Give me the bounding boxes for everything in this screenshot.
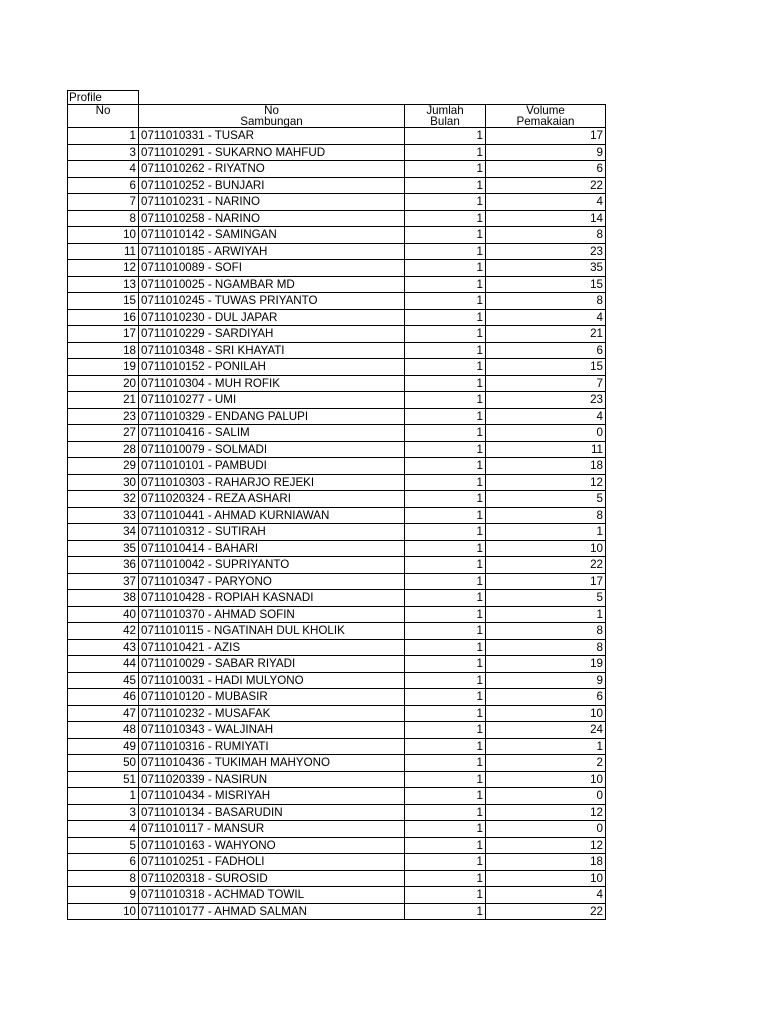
cell-jumlah-bulan: 1 [405, 210, 486, 227]
cell-jumlah-bulan: 1 [405, 276, 486, 293]
cell-no-sambungan: 0711010347 - PARYONO [139, 573, 405, 590]
cell-volume-pemakaian: 18 [486, 458, 606, 475]
cell-no-sambungan: 0711010441 - AHMAD KURNIAWAN [139, 507, 405, 524]
header-volume-pemakaian: Volume Pemakaian [486, 105, 606, 128]
cell-no-sambungan: 0711010029 - SABAR RIYADI [139, 656, 405, 673]
cell-volume-pemakaian: 6 [486, 342, 606, 359]
cell-no: 8 [68, 870, 139, 887]
cell-jumlah-bulan: 1 [405, 557, 486, 574]
cell-jumlah-bulan: 1 [405, 837, 486, 854]
table-row [68, 161, 606, 178]
cell-no-sambungan: 0711010089 - SOFI [139, 260, 405, 277]
cell-volume-pemakaian: 10 [486, 705, 606, 722]
cell-no-sambungan: 0711010434 - MISRIYAH [139, 788, 405, 805]
table-row [68, 243, 606, 260]
cell-no-sambungan: 0711010117 - MANSUR [139, 821, 405, 838]
cell-jumlah-bulan: 1 [405, 722, 486, 739]
cell-no: 32 [68, 491, 139, 508]
cell-no: 30 [68, 474, 139, 491]
cell-no: 12 [68, 260, 139, 277]
cell-jumlah-bulan: 1 [405, 458, 486, 475]
cell-jumlah-bulan: 1 [405, 540, 486, 557]
cell-no-sambungan: 0711010318 - ACHMAD TOWIL [139, 887, 405, 904]
cell-jumlah-bulan: 1 [405, 309, 486, 326]
cell-volume-pemakaian: 14 [486, 210, 606, 227]
cell-no: 16 [68, 309, 139, 326]
cell-no: 35 [68, 540, 139, 557]
cell-jumlah-bulan: 1 [405, 573, 486, 590]
cell-volume-pemakaian: 7 [486, 375, 606, 392]
cell-volume-pemakaian: 8 [486, 639, 606, 656]
cell-no: 23 [68, 408, 139, 425]
cell-no-sambungan: 0711010251 - FADHOLI [139, 854, 405, 871]
cell-volume-pemakaian: 12 [486, 474, 606, 491]
cell-no-sambungan: 0711010262 - RIYATNO [139, 161, 405, 178]
table-row [68, 821, 606, 838]
spreadsheet [67, 90, 605, 920]
cell-no-sambungan: 0711010230 - DUL JAPAR [139, 309, 405, 326]
cell-volume-pemakaian: 8 [486, 623, 606, 640]
cell-jumlah-bulan: 1 [405, 623, 486, 640]
cell-no-sambungan: 0711010120 - MUBASIR [139, 689, 405, 706]
cell-no-sambungan: 0711010229 - SARDIYAH [139, 326, 405, 343]
cell-volume-pemakaian: 9 [486, 144, 606, 161]
cell-no-sambungan: 0711010031 - HADI MULYONO [139, 672, 405, 689]
table-row [68, 128, 606, 145]
cell-jumlah-bulan: 1 [405, 738, 486, 755]
table-row [68, 540, 606, 557]
cell-no: 43 [68, 639, 139, 656]
cell-no-sambungan: 0711020318 - SUROSID [139, 870, 405, 887]
cell-no-sambungan: 0711010331 - TUSAR [139, 128, 405, 145]
table-row [68, 854, 606, 871]
cell-no-sambungan: 0711010416 - SALIM [139, 425, 405, 442]
cell-volume-pemakaian: 18 [486, 854, 606, 871]
cell-jumlah-bulan: 1 [405, 507, 486, 524]
cell-no-sambungan: 0711010185 - ARWIYAH [139, 243, 405, 260]
cell-no: 42 [68, 623, 139, 640]
table-row [68, 375, 606, 392]
cell-no-sambungan: 0711010042 - SUPRIYANTO [139, 557, 405, 574]
cell-jumlah-bulan: 1 [405, 854, 486, 871]
cell-no: 44 [68, 656, 139, 673]
cell-no: 47 [68, 705, 139, 722]
table-row [68, 623, 606, 640]
cell-jumlah-bulan: 1 [405, 161, 486, 178]
table-row [68, 722, 606, 739]
cell-no: 29 [68, 458, 139, 475]
cell-jumlah-bulan: 1 [405, 293, 486, 310]
cell-no-sambungan: 0711010428 - ROPIAH KASNADI [139, 590, 405, 607]
table-row [68, 144, 606, 161]
data-table [67, 90, 606, 920]
cell-no: 36 [68, 557, 139, 574]
cell-volume-pemakaian: 4 [486, 194, 606, 211]
cell-no: 6 [68, 177, 139, 194]
cell-no-sambungan: 0711010142 - SAMINGAN [139, 227, 405, 244]
cell-no: 48 [68, 722, 139, 739]
table-row [68, 656, 606, 673]
table-row [68, 260, 606, 277]
cell-no: 9 [68, 887, 139, 904]
cell-no: 7 [68, 194, 139, 211]
cell-no-sambungan: 0711010277 - UMI [139, 392, 405, 409]
cell-jumlah-bulan: 1 [405, 243, 486, 260]
cell-no: 19 [68, 359, 139, 376]
cell-volume-pemakaian: 23 [486, 392, 606, 409]
cell-jumlah-bulan: 1 [405, 656, 486, 673]
cell-jumlah-bulan: 1 [405, 755, 486, 772]
cell-jumlah-bulan: 1 [405, 408, 486, 425]
cell-volume-pemakaian: 6 [486, 161, 606, 178]
table-row [68, 392, 606, 409]
cell-no: 1 [68, 788, 139, 805]
cell-no: 15 [68, 293, 139, 310]
cell-volume-pemakaian: 4 [486, 408, 606, 425]
table-row [68, 326, 606, 343]
cell-volume-pemakaian: 0 [486, 425, 606, 442]
cell-no-sambungan: 0711010316 - RUMIYATI [139, 738, 405, 755]
cell-volume-pemakaian: 22 [486, 903, 606, 920]
cell-no-sambungan: 0711010177 - AHMAD SALMAN [139, 903, 405, 920]
cell-volume-pemakaian: 5 [486, 590, 606, 607]
profile-label: Profile [68, 91, 139, 105]
cell-no: 17 [68, 326, 139, 343]
cell-no-sambungan: 0711010231 - NARINO [139, 194, 405, 211]
table-row [68, 458, 606, 475]
table-row [68, 425, 606, 442]
table-row [68, 738, 606, 755]
cell-no: 49 [68, 738, 139, 755]
cell-jumlah-bulan: 1 [405, 639, 486, 656]
cell-volume-pemakaian: 6 [486, 689, 606, 706]
cell-volume-pemakaian: 12 [486, 804, 606, 821]
cell-no-sambungan: 0711010303 - RAHARJO REJEKI [139, 474, 405, 491]
cell-jumlah-bulan: 1 [405, 771, 486, 788]
table-body [68, 128, 606, 920]
cell-volume-pemakaian: 8 [486, 293, 606, 310]
table-row [68, 524, 606, 541]
cell-jumlah-bulan: 1 [405, 672, 486, 689]
cell-jumlah-bulan: 1 [405, 804, 486, 821]
cell-no: 1 [68, 128, 139, 145]
cell-jumlah-bulan: 1 [405, 788, 486, 805]
cell-no-sambungan: 0711010079 - SOLMADI [139, 441, 405, 458]
cell-no-sambungan: 0711010304 - MUH ROFIK [139, 375, 405, 392]
table-row [68, 359, 606, 376]
table-row [68, 441, 606, 458]
cell-volume-pemakaian: 1 [486, 738, 606, 755]
cell-no: 50 [68, 755, 139, 772]
cell-jumlah-bulan: 1 [405, 491, 486, 508]
cell-volume-pemakaian: 12 [486, 837, 606, 854]
cell-no: 4 [68, 161, 139, 178]
table-row [68, 507, 606, 524]
table-row [68, 194, 606, 211]
cell-no: 10 [68, 227, 139, 244]
cell-no-sambungan: 0711010152 - PONILAH [139, 359, 405, 376]
table-row [68, 293, 606, 310]
cell-no: 5 [68, 837, 139, 854]
cell-no: 46 [68, 689, 139, 706]
cell-jumlah-bulan: 1 [405, 227, 486, 244]
cell-jumlah-bulan: 1 [405, 887, 486, 904]
cell-volume-pemakaian: 24 [486, 722, 606, 739]
cell-volume-pemakaian: 19 [486, 656, 606, 673]
table-row [68, 837, 606, 854]
cell-no: 21 [68, 392, 139, 409]
cell-jumlah-bulan: 1 [405, 128, 486, 145]
table-row [68, 771, 606, 788]
cell-volume-pemakaian: 17 [486, 573, 606, 590]
cell-no: 8 [68, 210, 139, 227]
cell-no-sambungan: 0711010414 - BAHARI [139, 540, 405, 557]
cell-volume-pemakaian: 23 [486, 243, 606, 260]
table-row [68, 689, 606, 706]
table-row [68, 177, 606, 194]
table-row [68, 705, 606, 722]
cell-volume-pemakaian: 35 [486, 260, 606, 277]
table-row [68, 804, 606, 821]
table-row [68, 276, 606, 293]
cell-volume-pemakaian: 1 [486, 606, 606, 623]
cell-no-sambungan: 0711010291 - SUKARNO MAHFUD [139, 144, 405, 161]
cell-jumlah-bulan: 1 [405, 326, 486, 343]
cell-jumlah-bulan: 1 [405, 144, 486, 161]
cell-no: 11 [68, 243, 139, 260]
table-row [68, 903, 606, 920]
cell-jumlah-bulan: 1 [405, 375, 486, 392]
cell-volume-pemakaian: 8 [486, 227, 606, 244]
cell-jumlah-bulan: 1 [405, 870, 486, 887]
cell-no: 51 [68, 771, 139, 788]
cell-jumlah-bulan: 1 [405, 425, 486, 442]
cell-jumlah-bulan: 1 [405, 392, 486, 409]
cell-jumlah-bulan: 1 [405, 441, 486, 458]
header-row [68, 105, 606, 128]
cell-no: 37 [68, 573, 139, 590]
cell-no: 34 [68, 524, 139, 541]
cell-no: 40 [68, 606, 139, 623]
cell-no-sambungan: 0711010101 - PAMBUDI [139, 458, 405, 475]
cell-volume-pemakaian: 0 [486, 788, 606, 805]
cell-volume-pemakaian: 15 [486, 359, 606, 376]
cell-jumlah-bulan: 1 [405, 903, 486, 920]
cell-no: 45 [68, 672, 139, 689]
cell-volume-pemakaian: 22 [486, 557, 606, 574]
cell-no-sambungan: 0711010348 - SRI KHAYATI [139, 342, 405, 359]
cell-no-sambungan: 0711010232 - MUSAFAK [139, 705, 405, 722]
title-row [68, 91, 606, 105]
table-row [68, 474, 606, 491]
cell-no-sambungan: 0711010329 - ENDANG PALUPI [139, 408, 405, 425]
table-row [68, 309, 606, 326]
cell-volume-pemakaian: 15 [486, 276, 606, 293]
table-row [68, 557, 606, 574]
table-row [68, 639, 606, 656]
cell-no-sambungan: 0711010258 - NARINO [139, 210, 405, 227]
cell-no: 20 [68, 375, 139, 392]
cell-jumlah-bulan: 1 [405, 821, 486, 838]
cell-volume-pemakaian: 9 [486, 672, 606, 689]
cell-volume-pemakaian: 22 [486, 177, 606, 194]
cell-jumlah-bulan: 1 [405, 524, 486, 541]
cell-jumlah-bulan: 1 [405, 260, 486, 277]
cell-no: 28 [68, 441, 139, 458]
table-row [68, 210, 606, 227]
cell-no: 6 [68, 854, 139, 871]
cell-no: 10 [68, 903, 139, 920]
cell-no-sambungan: 0711010421 - AZIS [139, 639, 405, 656]
cell-jumlah-bulan: 1 [405, 590, 486, 607]
cell-no-sambungan: 0711010370 - AHMAD SOFIN [139, 606, 405, 623]
cell-no: 38 [68, 590, 139, 607]
cell-no: 33 [68, 507, 139, 524]
cell-no-sambungan: 0711010245 - TUWAS PRIYANTO [139, 293, 405, 310]
table-row [68, 672, 606, 689]
cell-volume-pemakaian: 8 [486, 507, 606, 524]
table-row [68, 887, 606, 904]
cell-no-sambungan: 0711010025 - NGAMBAR MD [139, 276, 405, 293]
cell-no-sambungan: 0711010252 - BUNJARI [139, 177, 405, 194]
cell-jumlah-bulan: 1 [405, 194, 486, 211]
cell-jumlah-bulan: 1 [405, 342, 486, 359]
cell-volume-pemakaian: 1 [486, 524, 606, 541]
cell-no-sambungan: 0711010134 - BASARUDIN [139, 804, 405, 821]
table-row [68, 408, 606, 425]
cell-volume-pemakaian: 10 [486, 540, 606, 557]
table-row [68, 870, 606, 887]
cell-jumlah-bulan: 1 [405, 705, 486, 722]
cell-no: 3 [68, 144, 139, 161]
cell-no-sambungan: 0711010115 - NGATINAH DUL KHOLIK [139, 623, 405, 640]
cell-volume-pemakaian: 4 [486, 309, 606, 326]
cell-jumlah-bulan: 1 [405, 689, 486, 706]
cell-jumlah-bulan: 1 [405, 474, 486, 491]
table-row [68, 227, 606, 244]
table-row [68, 606, 606, 623]
table-row [68, 755, 606, 772]
cell-volume-pemakaian: 0 [486, 821, 606, 838]
cell-jumlah-bulan: 1 [405, 359, 486, 376]
cell-no: 27 [68, 425, 139, 442]
cell-volume-pemakaian: 2 [486, 755, 606, 772]
table-row [68, 788, 606, 805]
cell-jumlah-bulan: 1 [405, 606, 486, 623]
header-no: No [68, 105, 139, 128]
cell-jumlah-bulan: 1 [405, 177, 486, 194]
cell-volume-pemakaian: 11 [486, 441, 606, 458]
cell-no-sambungan: 0711010343 - WALJINAH [139, 722, 405, 739]
cell-no: 4 [68, 821, 139, 838]
cell-no-sambungan: 0711010312 - SUTIRAH [139, 524, 405, 541]
table-row [68, 573, 606, 590]
header-no-sambungan: No Sambungan [139, 105, 405, 128]
cell-no-sambungan: 0711020324 - REZA ASHARI [139, 491, 405, 508]
cell-no: 18 [68, 342, 139, 359]
cell-volume-pemakaian: 21 [486, 326, 606, 343]
cell-no-sambungan: 0711010436 - TUKIMAH MAHYONO [139, 755, 405, 772]
cell-volume-pemakaian: 5 [486, 491, 606, 508]
header-jumlah-bulan: Jumlah Bulan [405, 105, 486, 128]
cell-no-sambungan: 0711010163 - WAHYONO [139, 837, 405, 854]
cell-no: 13 [68, 276, 139, 293]
cell-no: 3 [68, 804, 139, 821]
cell-volume-pemakaian: 10 [486, 771, 606, 788]
cell-volume-pemakaian: 4 [486, 887, 606, 904]
cell-volume-pemakaian: 10 [486, 870, 606, 887]
table-row [68, 590, 606, 607]
cell-no-sambungan: 0711020339 - NASIRUN [139, 771, 405, 788]
table-row [68, 342, 606, 359]
table-row [68, 491, 606, 508]
cell-volume-pemakaian: 17 [486, 128, 606, 145]
